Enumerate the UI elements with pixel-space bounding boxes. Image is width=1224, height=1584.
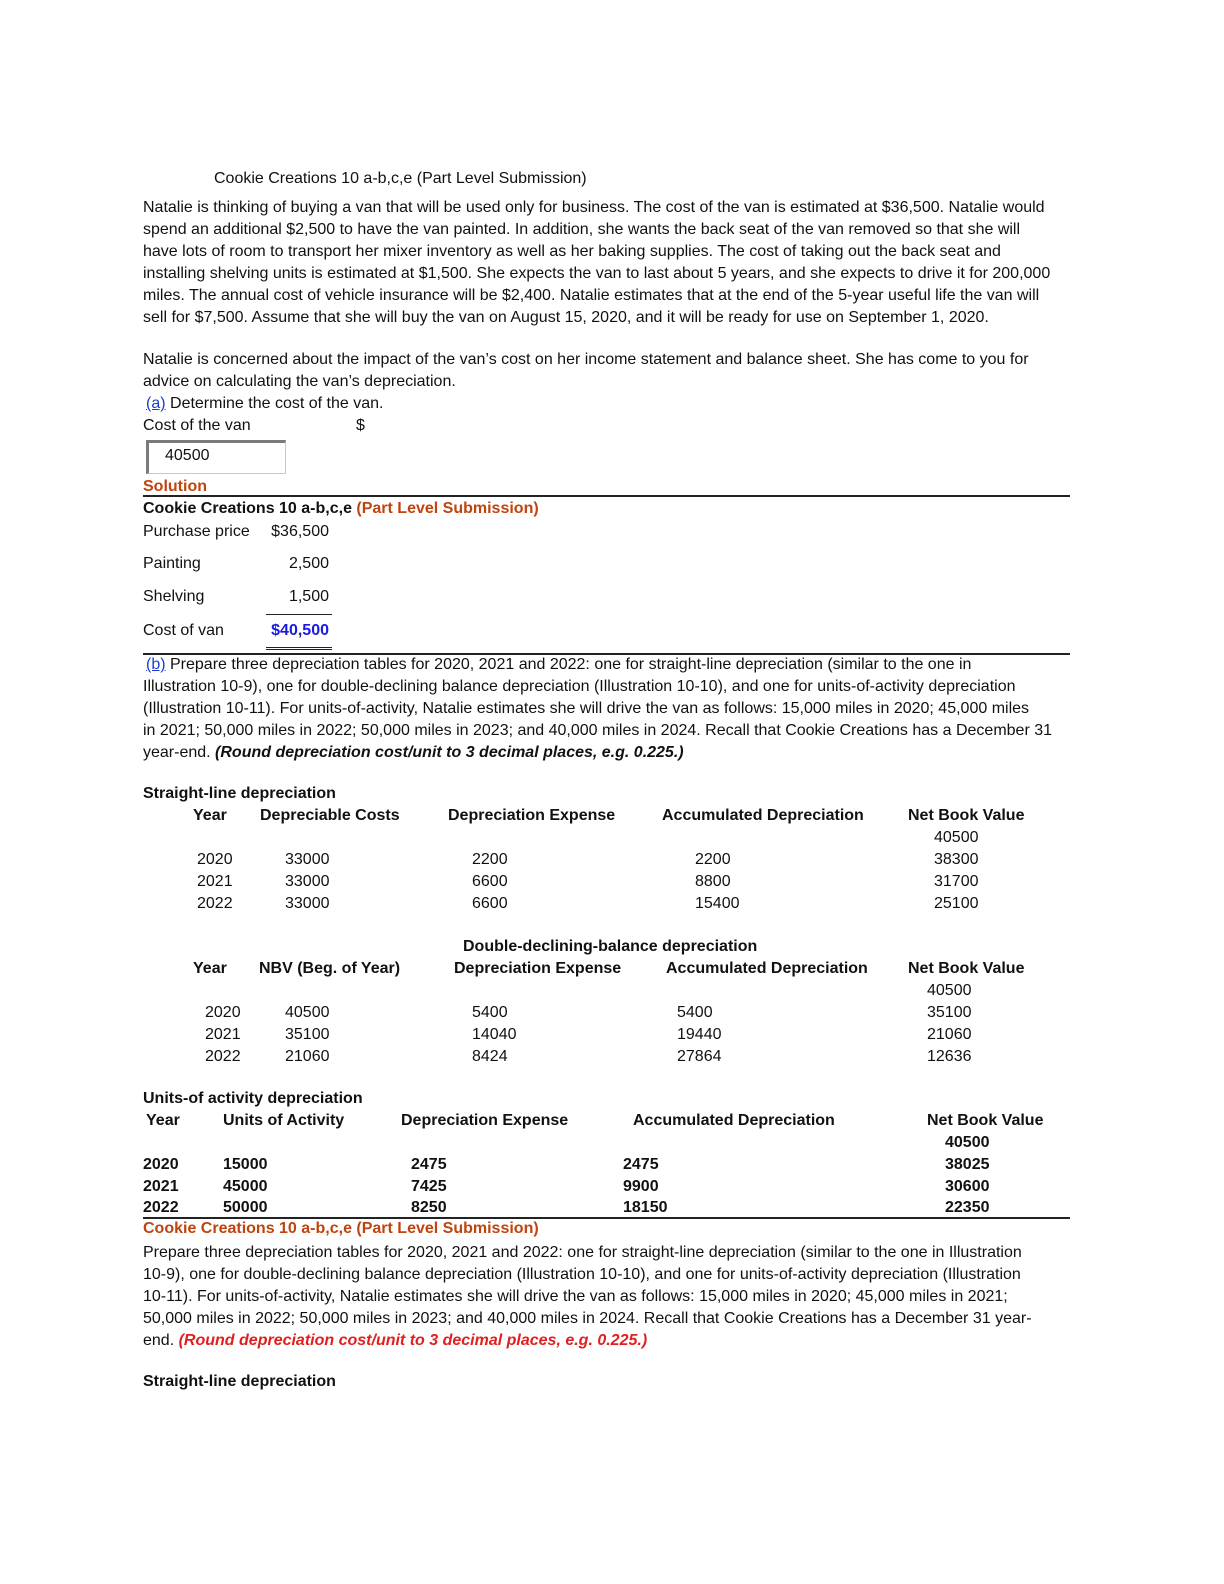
rounding-instruction: (Round depreciation cost/unit to 3 decimal places, e.g. 0.225.): [215, 744, 684, 761]
table-cell: 33000: [285, 895, 330, 912]
table-cell: 30600: [945, 1178, 990, 1195]
table-cell: 21060: [285, 1048, 330, 1065]
table-cell: 2021: [197, 873, 233, 890]
intro-paragraph-2: [143, 349, 1029, 393]
solution-title-sub: (Part Level Submission): [356, 500, 539, 517]
table-cell: 2021: [205, 1026, 241, 1043]
table-cell: 31700: [934, 873, 979, 890]
intro-line: Natalie is concerned about the impact of the van’s cost on her income statement and balance sheet. She has come to you for: [143, 351, 1029, 368]
subtotal-rule: [266, 614, 332, 615]
intro-line: miles. The annual cost of vehicle insurance will be $2,400. Natalie estimates that at the end of the 5-year useful life the van will: [143, 287, 1040, 304]
table-cell: 8800: [695, 873, 731, 890]
repeat-title: Cookie Creations 10 a-b,c,e (Part Level Submission): [143, 1220, 539, 1237]
solution-label: Solution: [143, 478, 207, 495]
repeat-question: [143, 1242, 1032, 1352]
column-header: Net Book Value: [908, 960, 1025, 977]
column-header: Accumulated Depreciation: [662, 807, 864, 824]
table-cell: 22350: [945, 1199, 990, 1216]
cost-of-van-input[interactable]: 40500: [146, 440, 286, 474]
table-cell: 15400: [695, 895, 740, 912]
table-cell: 12636: [927, 1048, 972, 1065]
cost-of-van-label: Cost of the van: [143, 417, 251, 434]
column-header: Accumulated Depreciation: [666, 960, 868, 977]
table-cell: 50000: [223, 1199, 268, 1216]
table-cell: 2020: [205, 1004, 241, 1021]
rounding-instruction: (Round depreciation cost/unit to 3 decimal places, e.g. 0.225.): [178, 1332, 648, 1349]
column-header: Depreciation Expense: [454, 960, 622, 977]
intro-line: sell for $7,500. Assume that she will buy the van on August 15, 2020, and it will be ready for use on September 1, 2020.: [143, 309, 989, 326]
cost-row-value: $36,500: [271, 523, 329, 540]
repeat-line: end.: [143, 1332, 179, 1349]
column-header: Year: [193, 807, 227, 824]
column-header: Depreciable Costs: [260, 807, 400, 824]
column-header: NBV (Beg. of Year): [259, 960, 401, 977]
table-cell: 33000: [285, 873, 330, 890]
currency-symbol: $: [356, 417, 365, 434]
table-cell: 40500: [927, 982, 972, 999]
column-header: Net Book Value: [927, 1112, 1044, 1129]
table-title: Double-declining-balance depreciation: [463, 938, 758, 955]
table-cell: 40500: [945, 1134, 990, 1151]
part-b-line: Prepare three depreciation tables for 2020, 2021 and 2022: one for straight-line depreciation (similar to the one in: [165, 656, 972, 673]
table-cell: 15000: [223, 1156, 268, 1173]
part-a-question: [146, 393, 383, 415]
table-cell: 40500: [285, 1004, 330, 1021]
table-cell: 5400: [472, 1004, 508, 1021]
column-header: Units of Activity: [223, 1112, 345, 1129]
table-cell: 7425: [411, 1178, 447, 1195]
cost-row-label: Purchase price: [143, 523, 250, 540]
table-cell: 25100: [934, 895, 979, 912]
intro-line: Natalie is thinking of buying a van that will be used only for business. The cost of the van is estimated at $36,500. Natalie would: [143, 199, 1045, 216]
table-cell: 45000: [223, 1178, 268, 1195]
table-cell: 2020: [143, 1156, 179, 1173]
table-cell: 14040: [472, 1026, 517, 1043]
solution-title-main: Cookie Creations 10 a-b,c,e: [143, 500, 357, 517]
table-cell: 18150: [623, 1199, 668, 1216]
intro-paragraph-1: [143, 197, 1050, 329]
table-title: Straight-line depreciation: [143, 785, 336, 802]
divider: [143, 1217, 1070, 1219]
table-cell: 2022: [197, 895, 233, 912]
table-cell: 2022: [143, 1199, 179, 1216]
part-a-link[interactable]: (a): [146, 395, 166, 412]
column-header: Depreciation Expense: [448, 807, 616, 824]
repeat-line: 10-11). For units-of-activity, Natalie estimates she will drive the van as follows: 15,000 miles in 2020; 45,000 miles in 2021;: [143, 1288, 1008, 1305]
total-double-rule: [266, 647, 332, 652]
intro-line: spend an additional $2,500 to have the van painted. In addition, she wants the back seat of the van removed so that she will: [143, 221, 1021, 238]
part-b-question: [146, 654, 971, 676]
cost-row-label: Cost of van: [143, 622, 224, 639]
table-cell: 21060: [927, 1026, 972, 1043]
solution-title: [143, 498, 539, 520]
table-cell: 35100: [285, 1026, 330, 1043]
intro-line: installing shelving units is estimated at $1,500. She expects the van to last about 5 years, and she expects to drive it for 200,000: [143, 265, 1051, 282]
intro-line: have lots of room to transport her mixer inventory as well as her baking supplies. The cost of taking out the back seat and: [143, 243, 1001, 260]
part-b-line: in 2021; 50,000 miles in 2022; 50,000 miles in 2023; and 40,000 miles in 2024. Recall that Cookie Creations has a December 31: [143, 722, 1053, 739]
column-header: Year: [193, 960, 227, 977]
cost-total-value: $40,500: [271, 622, 329, 639]
divider: [143, 495, 1070, 497]
intro-line: advice on calculating the van’s depreciation.: [143, 373, 456, 390]
column-header: Year: [146, 1112, 180, 1129]
column-header: Net Book Value: [908, 807, 1025, 824]
cost-row-value: 1,500: [288, 588, 329, 605]
table-cell: 38300: [934, 851, 979, 868]
table-cell: 6600: [472, 873, 508, 890]
table-cell: 40500: [934, 829, 979, 846]
repeat-line: Prepare three depreciation tables for 2020, 2021 and 2022: one for straight-line depreciation (similar to the one in Illustration: [143, 1244, 1022, 1261]
table-cell: 2022: [205, 1048, 241, 1065]
table-cell: 38025: [945, 1156, 990, 1173]
cost-row-label: Painting: [143, 555, 201, 572]
cost-row-value: 2,500: [288, 555, 329, 572]
table-cell: 2020: [197, 851, 233, 868]
table-cell: 6600: [472, 895, 508, 912]
part-b-question-body: [143, 676, 1052, 764]
repeat-line: 10-9), one for double-declining balance depreciation (Illustration 10-10), and one for units-of-activity depreciation (Illustration: [143, 1266, 1021, 1283]
table-cell: 5400: [677, 1004, 713, 1021]
part-b-line: (Illustration 10-11). For units-of-activity, Natalie estimates she will drive the van as follows: 15,000 miles in 2020; 45,000 miles: [143, 700, 1030, 717]
table-cell: 33000: [285, 851, 330, 868]
cost-row-label: Shelving: [143, 588, 205, 605]
repeat-subheading: Straight-line depreciation: [143, 1373, 336, 1390]
part-b-line: Illustration 10-9), one for double-declining balance depreciation (Illustration 10-10), and one for units-of-activity depreciation: [143, 678, 1016, 695]
part-b-line: year-end.: [143, 744, 216, 761]
table-cell: 2200: [695, 851, 731, 868]
table-cell: 2021: [143, 1178, 179, 1195]
table-title: Units-of activity depreciation: [143, 1090, 363, 1107]
table-cell: 9900: [623, 1178, 659, 1195]
column-header: Depreciation Expense: [401, 1112, 569, 1129]
part-a-text: Determine the cost of the van.: [165, 395, 384, 412]
table-cell: 35100: [927, 1004, 972, 1021]
repeat-line: 50,000 miles in 2022; 50,000 miles in 2023; and 40,000 miles in 2024. Recall that Cookie Creations has a December 31 year-: [143, 1310, 1032, 1327]
part-b-link[interactable]: (b): [146, 656, 166, 673]
table-cell: 8424: [472, 1048, 508, 1065]
document-title: Cookie Creations 10 a-b,c,e (Part Level Submission): [214, 170, 587, 187]
column-header: Accumulated Depreciation: [633, 1112, 835, 1129]
table-cell: 19440: [677, 1026, 722, 1043]
table-cell: 8250: [411, 1199, 447, 1216]
table-cell: 2475: [411, 1156, 447, 1173]
table-cell: 2475: [623, 1156, 659, 1173]
table-cell: 27864: [677, 1048, 722, 1065]
table-cell: 2200: [472, 851, 508, 868]
